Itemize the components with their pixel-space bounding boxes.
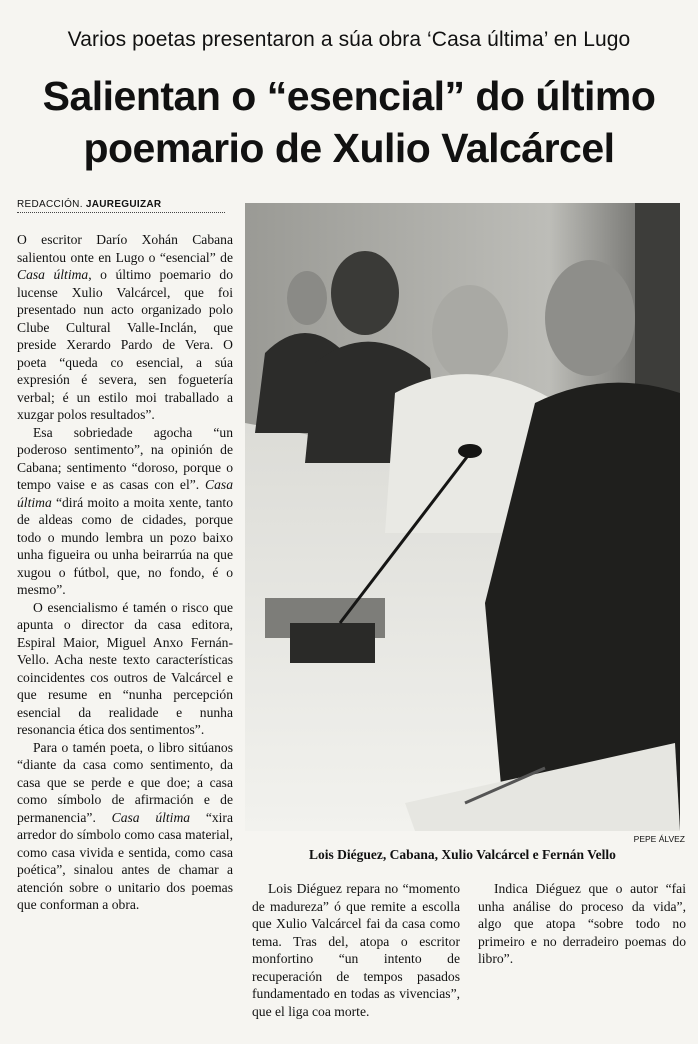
headline-line-2: poemario de Xulio Valcárcel <box>83 125 615 171</box>
paragraph-4: Para o tamén poeta, o libro sitúanos “diante da casa como sentimento, da casa que se perde e que doe; a casa como símbolo de afirmación e de permanencia”. Casa última “xira arredor do símbolo como casa material, como casa vivida e sentida, como casa poética”, sinalou antes de chamar a atención sobre o unitario dos poemas que conforman a obra. <box>17 739 233 912</box>
photo-caption: Lois Diéguez, Cabana, Xulio Valcárcel e Fernán Vello <box>309 847 616 862</box>
paragraph-3: O esencialismo é tamén o risco que apunta o director da casa editora, Espiral Maior, Miguel Anxo Fernán-Vello. Acha neste texto características coincidentes cos outros de Valcárcel e que resume en “nunha percepción esencial da realidade e nunha resonancia ética dos sentimentos”. <box>17 599 233 737</box>
headline <box>0 70 698 174</box>
article-column-2 <box>252 880 460 1020</box>
photo-credit: PEPE ÁLVEZ <box>633 834 685 844</box>
paragraph-2: Esa sobriedade agocha “un poderoso sentimento”, na opinión de Cabana; sentimento “doroso, porque o tempo vaise e as casas con el”. Casa última “dirá moito a moita xente, tanto de aldeas como de cidades, porque todo o mundo lembra un pozo baixo unha figueira ou unha beirarrúa na que xugou o fútbol, que, no fondo, é o mesmo”. <box>17 424 233 597</box>
byline-place: JAUREGUIZAR <box>85 199 162 210</box>
kicker: Varios poetas presentaron a súa obra ‘Casa última’ en Lugo <box>67 28 631 51</box>
article-column-1 <box>17 231 233 914</box>
paragraph-5: Lois Diéguez repara no “momento de madureza” ó que remite a escolla que Xulio Valcárcel fai da casa como tema. Tras del, atopa o escritor monfortino “un intento de recuperación de tempos pasados fundamentado en todas as vivencias”, que el liga coa morte. <box>252 881 460 1019</box>
press-photo <box>245 203 680 831</box>
byline <box>17 199 225 213</box>
byline-prefix: REDACCIÓN. <box>17 199 83 210</box>
photo-illustration <box>245 203 680 831</box>
paragraph-1: O escritor Darío Xohán Cabana salientou onte en Lugo o “esencial” de Casa última, o último poemario do lucense Xulio Valcárcel, que foi presentado nun acto organizado polo Clube Cultural Valle-Inclán, que preside Xerardo Pardo de Vera. O poeta “queda co esencial, a súa expresión é severa, sen foguetería verbal; é un estilo moi traballado a xuzgar polos resultados”. <box>17 232 233 422</box>
headline-line-1: Salientan o “esencial” do último <box>42 73 656 119</box>
article-column-3 <box>478 880 686 968</box>
paragraph-6: Indica Diéguez que o autor “fai unha análise do proceso da vida”, algo que atopa “sobre todo no primeiro e no derradeiro poemas do libro”. <box>478 881 686 966</box>
